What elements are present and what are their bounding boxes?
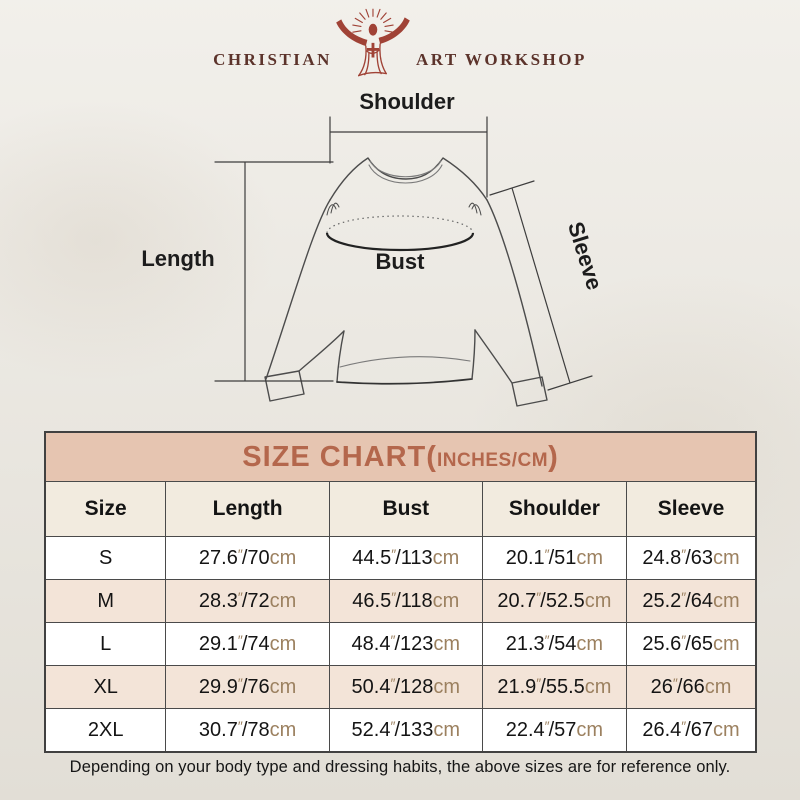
sleeve-value-cell: 25.6″/65cm [627,623,756,666]
shoulder-measure-line [330,117,487,197]
size-chart-title-main: SIZE CHART( [242,440,437,473]
size-cell: M [45,580,166,623]
length-value-cell: 30.7″/78cm [166,709,330,753]
sleeve-value-cell: 26″/66cm [627,666,756,709]
size-row-L [45,623,756,666]
shoulder-label: Shoulder [359,89,455,114]
brand-logo [0,6,800,86]
column-header-size: Size [45,482,166,537]
size-chart-table [44,431,757,753]
size-chart-title-close: ) [548,440,559,473]
size-chart-header-row [45,482,756,537]
bust-value-cell: 44.5″/113cm [329,537,482,580]
jesus-rays-cross-icon [328,6,420,86]
size-cell: 2XL [45,709,166,753]
shoulder-value-cell: 21.3″/54cm [482,623,626,666]
size-cell: S [45,537,166,580]
size-cell: XL [45,666,166,709]
column-header-sleeve: Sleeve [627,482,756,537]
size-row-2XL [45,709,756,753]
sweater-measurement-diagram [130,88,670,423]
bust-value-cell: 52.4″/133cm [329,709,482,753]
shoulder-value-cell: 20.7″/52.5cm [482,580,626,623]
column-header-bust: Bust [329,482,482,537]
size-cell: L [45,623,166,666]
bust-value-cell: 46.5″/118cm [329,580,482,623]
size-chart-title [45,432,756,482]
size-row-M [45,580,756,623]
shoulder-value-cell: 22.4″/57cm [482,709,626,753]
sleeve-value-cell: 26.4″/67cm [627,709,756,753]
brand-name-right: ART WORKSHOP [415,50,587,69]
length-value-cell: 29.9″/76cm [166,666,330,709]
shoulder-value-cell: 21.9″/55.5cm [482,666,626,709]
sleeve-value-cell: 24.8″/63cm [627,537,756,580]
size-chart-title-unit: INCHES/CM [436,449,549,471]
length-value-cell: 27.6″/70cm [166,537,330,580]
bust-value-cell: 48.4″/123cm [329,623,482,666]
bust-value-cell: 50.4″/128cm [329,666,482,709]
sleeve-value-cell: 25.2″/64cm [627,580,756,623]
length-label: Length [141,246,215,271]
length-value-cell: 28.3″/72cm [166,580,330,623]
shoulder-value-cell: 20.1″/51cm [482,537,626,580]
length-measure-line [215,162,333,381]
column-header-length: Length [166,482,330,537]
column-header-shoulder: Shoulder [482,482,626,537]
sleeve-measure-line [490,181,592,390]
size-row-XL [45,666,756,709]
size-chart-banner-row [45,432,756,482]
bust-line-solid [327,233,473,250]
bust-line-dotted [327,216,473,233]
size-row-S [45,537,756,580]
brand-name-left: CHRISTIAN [213,50,332,69]
bust-label: Bust [375,249,425,274]
sleeve-label: Sleeve [563,218,608,293]
reference-note: Depending on your body type and dressing habits, the above sizes are for reference only. [69,758,731,776]
size-table-body [45,537,756,753]
length-value-cell: 29.1″/74cm [166,623,330,666]
sweater-outline [265,158,547,406]
